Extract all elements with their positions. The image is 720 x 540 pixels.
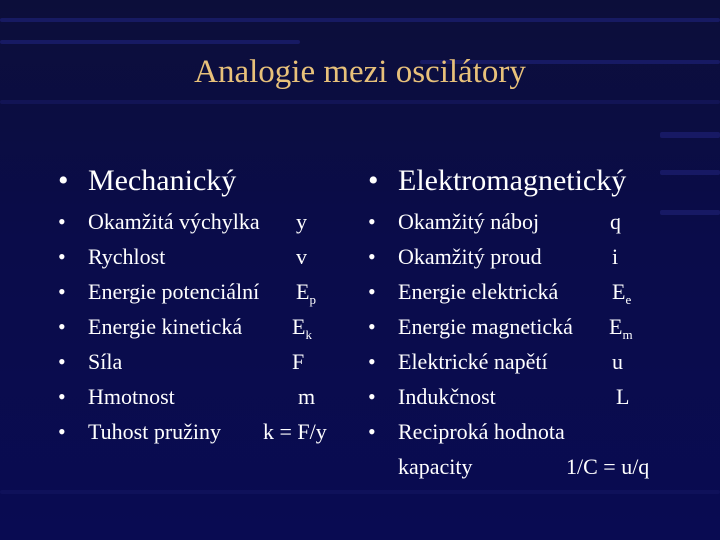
quantity-symbol: k = F/y	[263, 419, 327, 444]
bullet-icon: •	[368, 384, 376, 409]
electromagnetic-heading-text: Elektromagnetický	[398, 164, 627, 197]
quantity-symbol: m	[298, 384, 316, 409]
bullet-icon: •	[368, 349, 376, 374]
quantity-symbol: F	[292, 349, 305, 374]
quantity-label-continuation: kapacity	[398, 454, 473, 479]
bullet-icon: •	[58, 279, 66, 304]
bullet-icon: •	[58, 314, 66, 339]
quantity-symbol: 1/C = u/q	[566, 454, 650, 479]
symbol-main: E	[292, 314, 306, 339]
quantity-label: Energie kinetická	[88, 314, 243, 339]
quantity-label: Reciproká hodnota	[398, 419, 565, 444]
quantity-symbol	[296, 274, 316, 312]
quantity-symbol: L	[616, 384, 630, 409]
quantity-label: Okamžitý náboj	[398, 209, 540, 234]
symbol-subscript: m	[622, 327, 633, 342]
bullet-icon: •	[58, 209, 66, 234]
quantity-label: Energie elektrická	[398, 279, 559, 304]
quantity-symbol: q	[610, 209, 621, 234]
bullet-icon: •	[58, 164, 69, 197]
quantity-symbol: y	[296, 209, 307, 234]
background-streak	[0, 490, 720, 494]
quantity-symbol	[609, 309, 633, 347]
quantity-label: Hmotnost	[88, 384, 175, 409]
symbol-main: E	[609, 314, 623, 339]
quantity-label: Elektrické napětí	[398, 349, 548, 374]
background-streak	[660, 170, 720, 175]
bullet-icon: •	[368, 279, 376, 304]
quantity-symbol	[292, 309, 312, 347]
bullet-icon: •	[368, 164, 379, 197]
quantity-label: Síla	[88, 349, 123, 374]
quantity-label: Indukčnost	[398, 384, 496, 409]
bullet-icon: •	[368, 314, 376, 339]
quantity-label: Okamžitý proud	[398, 244, 542, 269]
symbol-main: E	[296, 279, 310, 304]
bullet-icon: •	[58, 384, 66, 409]
quantity-label: Okamžitá výchylka	[88, 209, 260, 234]
background-streak	[660, 210, 720, 215]
quantity-label: Tuhost pružiny	[88, 419, 222, 444]
bullet-icon: •	[58, 419, 66, 444]
background-streak	[660, 132, 720, 138]
quantity-symbol: i	[612, 244, 619, 269]
background-streak	[0, 40, 300, 44]
quantity-label: Rychlost	[88, 244, 166, 269]
mechanical-heading-text: Mechanický	[88, 164, 237, 197]
quantity-symbol	[612, 274, 631, 312]
quantity-label: Energie potenciální	[88, 279, 260, 304]
background-streak	[0, 100, 720, 104]
symbol-main: E	[612, 279, 626, 304]
bullet-icon: •	[368, 419, 376, 444]
bullet-icon: •	[368, 209, 376, 234]
symbol-subscript: p	[309, 292, 316, 307]
quantity-symbol: u	[612, 349, 623, 374]
symbol-subscript: e	[625, 292, 632, 307]
slide-title: Analogie mezi oscilátory	[194, 54, 526, 90]
bullet-icon: •	[58, 349, 66, 374]
bullet-icon: •	[58, 244, 66, 269]
background-streak	[0, 18, 720, 22]
bullet-icon: •	[368, 244, 376, 269]
quantity-label: Energie magnetická	[398, 314, 573, 339]
quantity-symbol: v	[296, 244, 307, 269]
symbol-subscript: k	[305, 327, 312, 342]
